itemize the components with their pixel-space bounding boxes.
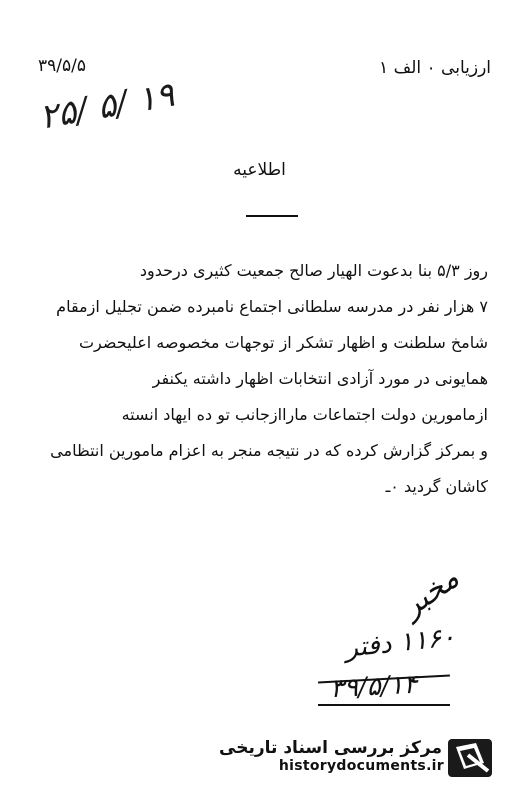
archive-logo-icon <box>446 733 496 783</box>
body-line: همایونی در مورد آزادی انتخابات اظهار داشته یکنفر <box>152 369 488 388</box>
classification-label: ارزیابی ۰ الف ۱ <box>379 58 491 78</box>
body-line: روز ۵/۳ بنا بدعوت الهیار صالح جمعیت کثیری درحدود <box>139 261 488 280</box>
document-body <box>40 257 488 509</box>
body-line: شامخ سلطنت و اظهار تشکر از توجهات مخصوصه اعلیحضرت <box>78 333 488 352</box>
body-line: ازمامورین دولت اجتماعات ماراازجانب تو ده ایهاد انسته <box>121 405 488 424</box>
body-line: کاشان گردید ۰ـ <box>385 477 488 496</box>
signature-rule <box>318 704 450 706</box>
handwritten-office-date: ۳۹/۵/۱۴ <box>329 669 419 705</box>
document-number: ۳۹/۵/۵ <box>38 56 86 76</box>
handwritten-date: ۱۹ /۵ /۲۵ <box>36 74 178 138</box>
watermark-title: مرکز بررسی اسناد تاریخی <box>219 738 442 758</box>
handwritten-signature: مخبر <box>395 560 466 625</box>
body-line: و بمرکز گزارش کرده که در نتیجه منجر به اعزام مامورین انتظامی <box>50 441 488 460</box>
page-title: اطلاعیه <box>233 160 286 180</box>
handwritten-office-ref: ۱۱۶۰ دفتر <box>343 622 457 664</box>
title-underline <box>246 215 298 217</box>
watermark-url: historydocuments.ir <box>278 758 444 774</box>
body-line: ۷ هزار نفر در مدرسه سلطانی اجتماع نامبرده ضمن تجلیل ازمقام <box>56 297 488 316</box>
